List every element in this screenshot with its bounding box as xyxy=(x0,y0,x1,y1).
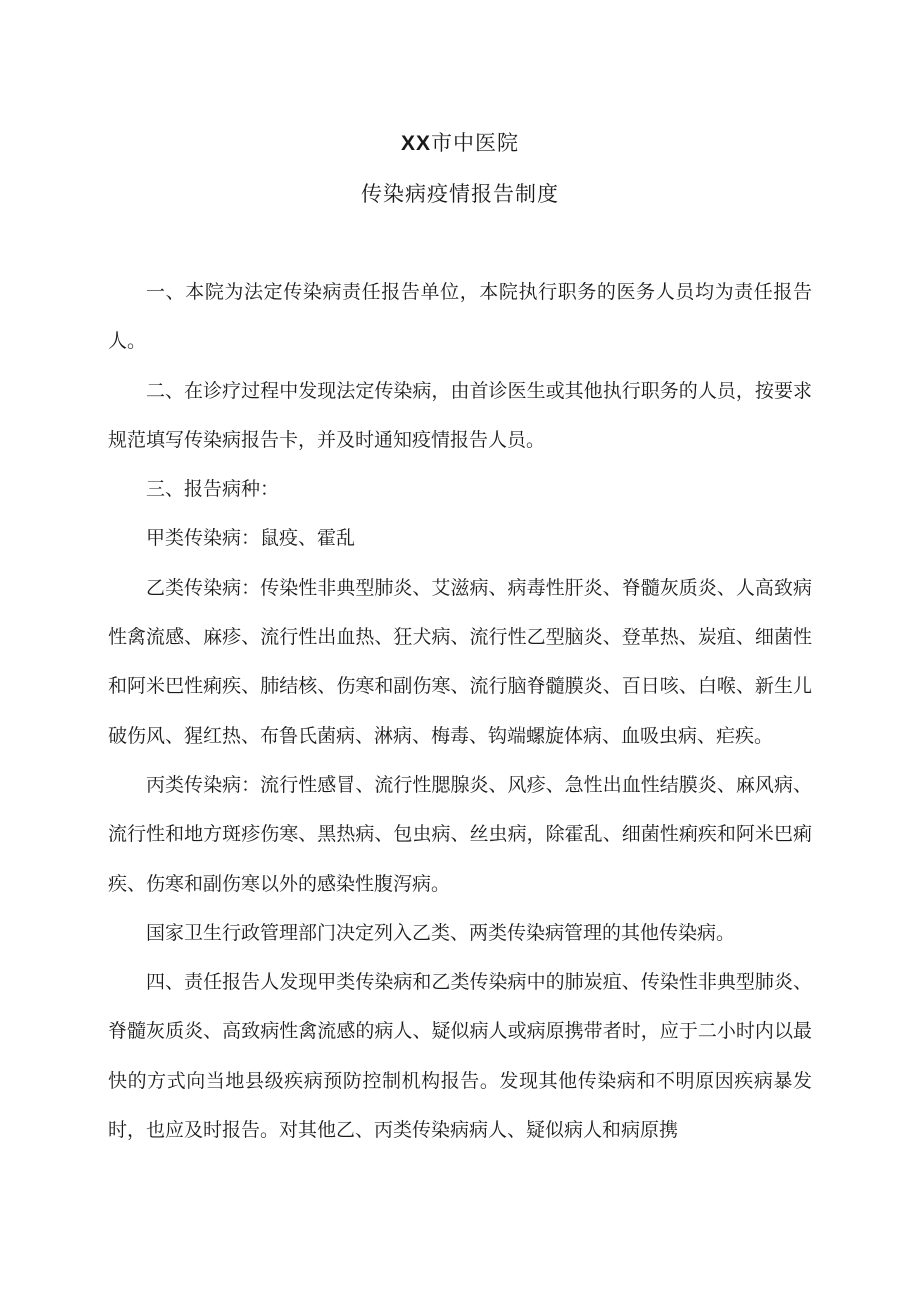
paragraph-1: 一、本院为法定传染病责任报告单位，本院执行职务的医务人员均为责任报告人。 xyxy=(108,281,812,353)
paragraph-2: 二、在诊疗过程中发现法定传染病，由首诊医生或其他执行职务的人员，按要求规范填写传染病报告卡，并及时通知疫情报告人员。 xyxy=(108,379,812,451)
document-body xyxy=(108,268,812,1155)
paragraph-4: 四、责任报告人发现甲类传染病和乙类传染病中的肺炭疽、传染性非典型肺炎、脊髓灰质炎、高致病性禽流感的病人、疑似病人或病原携带者时，应于二小时内以最快的方式向当地县级疾病预防控制机构报告。发现其他传染病和不明原因疾病暴发时，也应及时报告。对其他乙、丙类传染病病人、疑似病人和病原携 xyxy=(108,971,812,1142)
hospital-name xyxy=(0,128,920,159)
hospital-name-suffix: 市中医院 xyxy=(431,131,519,155)
paragraph-other: 国家卫生行政管理部门决定列入乙类、两类传染病管理的其他传染病。 xyxy=(146,921,736,944)
paragraph-class-a: 甲类传染病：鼠疫、霍乱 xyxy=(146,527,356,550)
paragraph-class-b: 乙类传染病：传染性非典型肺炎、艾滋病、病毒性肝炎、脊髓灰质炎、人高致病性禽流感、麻疹、流行性出血热、狂犬病、流行性乙型脑炎、登革热、炭疽、细菌性和阿米巴性痢疾、肺结核、伤寒和副伤寒、流行脑脊髓膜炎、百日咳、白喉、新生儿破伤风、猩红热、布鲁氏菌病、淋病、梅毒、钩端螺旋体病、血吸虫病、疟疾。 xyxy=(108,576,812,747)
paragraph-class-c: 丙类传染病：流行性感冒、流行性腮腺炎、风疹、急性出血性结膜炎、麻风病、流行性和地方斑疹伤寒、黑热病、包虫病、丝虫病，除霍乱、细菌性痢疾和阿米巴痢疾、伤寒和副伤寒以外的感染性腹泻病。 xyxy=(108,773,812,895)
document-title: 传染病疫情报告制度 xyxy=(361,182,559,206)
hospital-name-prefix: XX xyxy=(400,132,431,155)
paragraph-3: 三、报告病种： xyxy=(146,478,280,501)
